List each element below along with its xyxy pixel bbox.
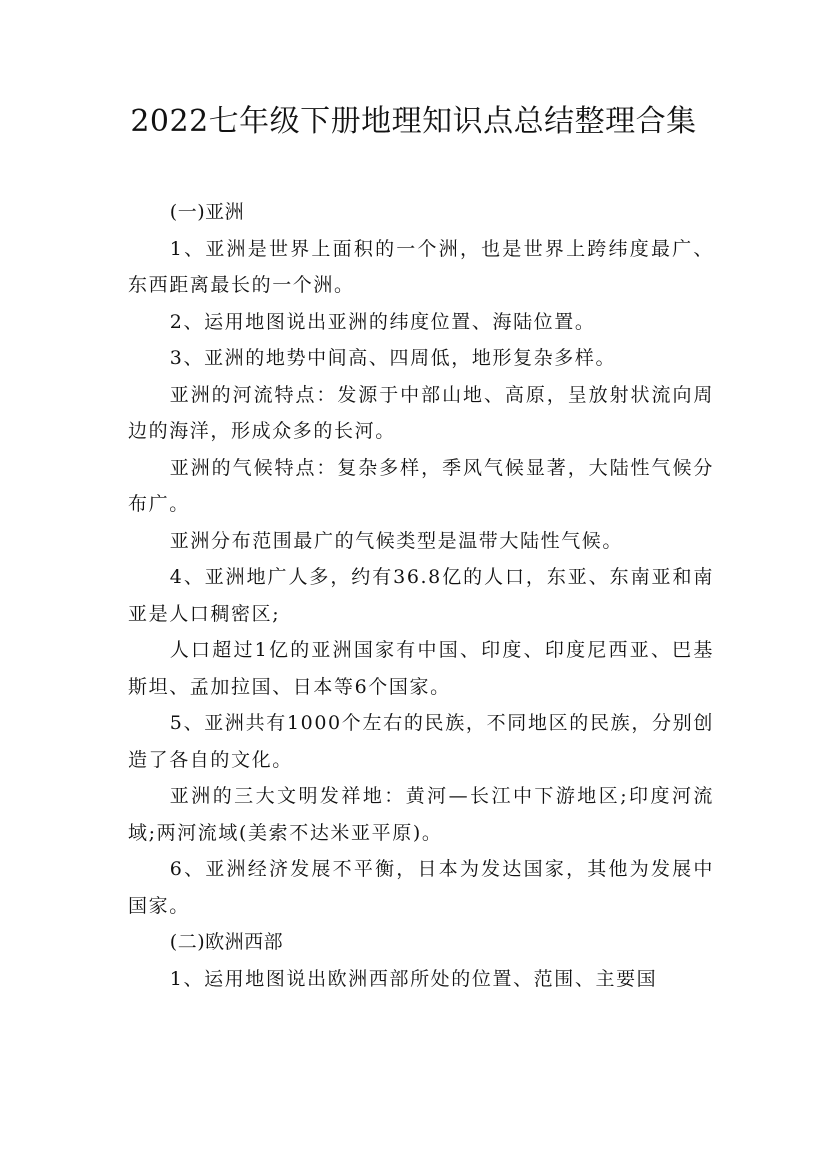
paragraph: 人口超过1亿的亚洲国家有中国、印度、印度尼西亚、巴基斯坦、孟加拉国、日本等6个国家。 bbox=[128, 639, 714, 698]
paragraph: 6、亚洲经济发展不平衡，日本为发达国家，其他为发展中国家。 bbox=[128, 858, 714, 917]
document-title: 2022七年级下册地理知识点总结整理合集 bbox=[130, 104, 697, 139]
paragraph: 5、亚洲共有1000个左右的民族，不同地区的民族，分别创造了各自的文化。 bbox=[128, 712, 714, 771]
paragraph: 亚洲的气候特点：复杂多样，季风气候显著，大陆性气候分布广。 bbox=[128, 456, 714, 515]
paragraph: 1、亚洲是世界上面积的一个洲，也是世界上跨纬度最广、东西距离最长的一个洲。 bbox=[128, 237, 714, 296]
paragraph: 亚洲的河流特点：发源于中部山地、高原，呈放射状流向周边的海洋，形成众多的长河。 bbox=[128, 383, 714, 442]
paragraph: 1、运用地图说出欧洲西部所处的位置、范围、主要国 bbox=[169, 967, 658, 990]
document-body bbox=[128, 194, 714, 997]
section-heading-asia: (一)亚洲 bbox=[169, 201, 245, 223]
paragraph: 亚洲的三大文明发祥地：黄河—长江中下游地区;印度河流域;两河流域(美索不达米亚平原)。 bbox=[128, 785, 714, 844]
paragraph: 4、亚洲地广人多，约有36.8亿的人口，东亚、东南亚和南亚是人口稠密区; bbox=[128, 566, 714, 625]
section-heading-western-europe: (二)欧洲西部 bbox=[169, 931, 284, 953]
paragraph: 3、亚洲的地势中间高、四周低，地形复杂多样。 bbox=[169, 347, 617, 369]
paragraph: 亚洲分布范围最广的气候类型是温带大陆性气候。 bbox=[169, 529, 623, 552]
paragraph: 2、运用地图说出亚洲的纬度位置、海陆位置。 bbox=[169, 310, 596, 333]
